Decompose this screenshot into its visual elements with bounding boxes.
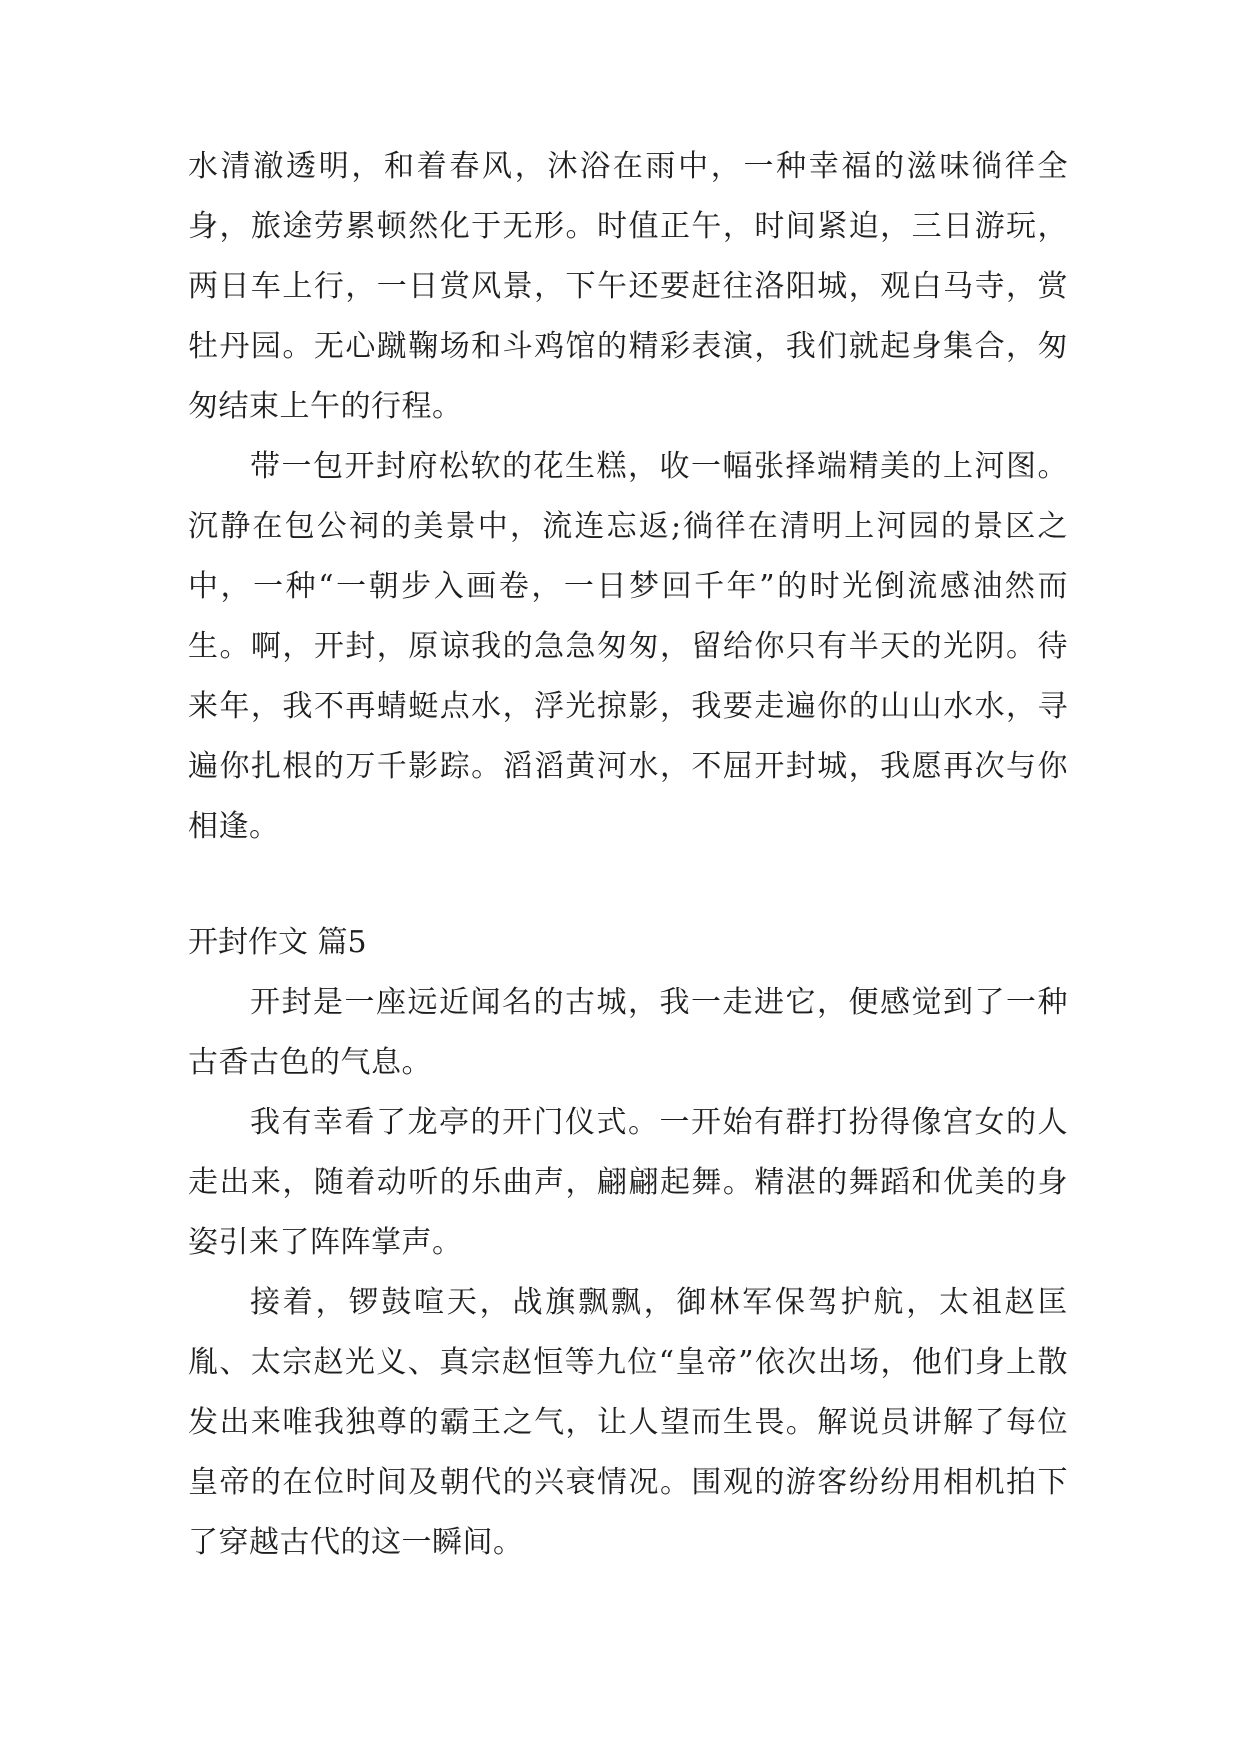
section-a-body: [188, 137, 1068, 857]
paragraph: 接着，锣鼓喧天，战旗飘飘，御林军保驾护航，太祖赵匡胤、太宗赵光义、真宗赵恒等九位“皇帝”依次出场，他们身上散发出来唯我独尊的霸王之气，让人望而生畏。解说员讲解了每位皇帝的在位时间及朝代的兴衰情况。围观的游客纷纷用相机拍下了穿越古代的这一瞬间。: [188, 1285, 1068, 1560]
paragraph: 带一包开封府松软的花生糕，收一幅张择端精美的上河图。沉静在包公祠的美景中，流连忘返;徜徉在清明上河园的景区之中，一种“一朝步入画卷，一日梦回千年”的时光倒流感油然而生。啊，开封，原谅我的急急匆匆，留给你只有半天的光阴。待来年，我不再蜻蜓点水，浮光掠影，我要走遍你的山山水水，寻遍你扎根的万千影踪。滔滔黄河水，不屈开封城，我愿再次与你相逢。: [188, 449, 1068, 844]
section-heading: 开封作文 篇5: [188, 925, 367, 960]
paragraph: 水清澈透明，和着春风，沐浴在雨中，一种幸福的滋味徜徉全身，旅途劳累顿然化于无形。时值正午，时间紧迫，三日游玩，两日车上行，一日赏风景，下午还要赶往洛阳城，观白马寺，赏牡丹园。无心蹴鞠场和斗鸡馆的精彩表演，我们就起身集合，匆匆结束上午的行程。: [188, 149, 1068, 424]
paragraph: 开封是一座远近闻名的古城，我一走进它，便感觉到了一种古香古色的气息。: [188, 985, 1068, 1080]
section-b-body: [188, 973, 1068, 1573]
paragraph: 我有幸看了龙亭的开门仪式。一开始有群打扮得像宫女的人走出来，随着动听的乐曲声，翩翩起舞。精湛的舞蹈和优美的身姿引来了阵阵掌声。: [188, 1105, 1068, 1260]
